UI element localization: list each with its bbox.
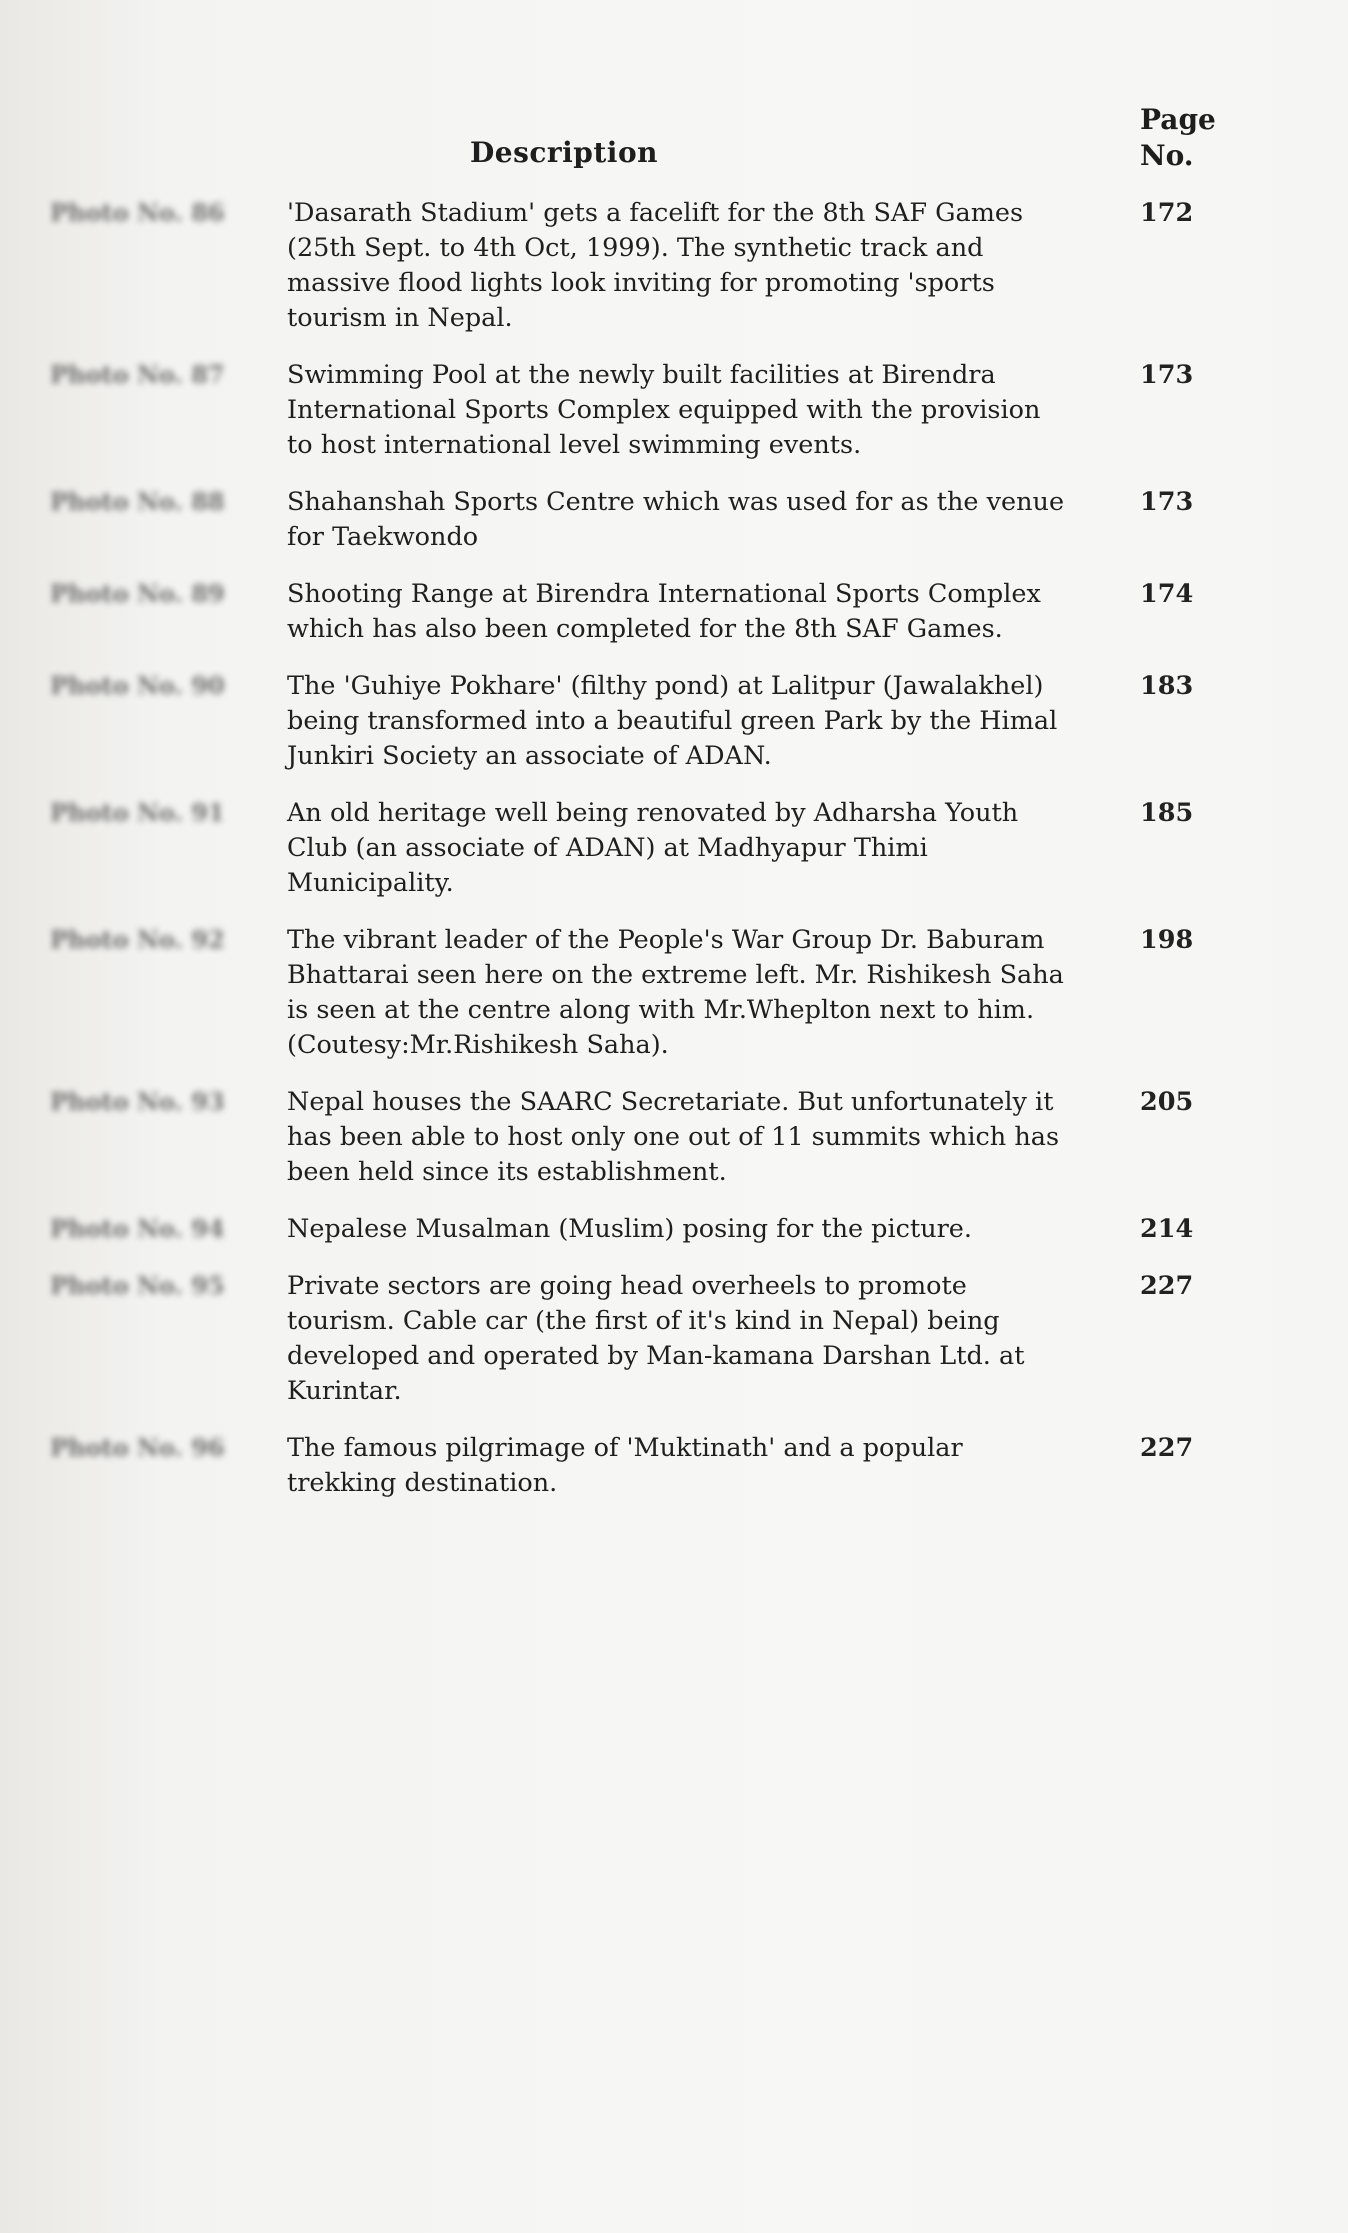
page-number: 174 (1140, 579, 1194, 609)
page-number: 185 (1140, 798, 1194, 828)
photo-number-label: Photo No. 93 (50, 1087, 225, 1116)
list-item (0, 1431, 1348, 1501)
list-item (0, 196, 1348, 336)
photo-number-label: Photo No. 88 (50, 487, 225, 516)
list-item (0, 796, 1348, 901)
photo-description: Shooting Range at Birendra International Sports Complex which has also been completed for the 8th SAF Games. (287, 579, 1041, 644)
photo-number-label: Photo No. 92 (50, 925, 225, 954)
page-number-column-header (1140, 102, 1220, 174)
list-item (0, 923, 1348, 1063)
page-number: 172 (1140, 198, 1194, 228)
page-number: 173 (1140, 360, 1194, 390)
photo-description: The vibrant leader of the People's War Group Dr. Baburam Bhattarai seen here on the extreme left. Mr. Rishikesh Saha is seen at the centre along with Mr.Wheplton next to him. (Coutesy:Mr.Rishikesh Saha). (287, 925, 1064, 1060)
photo-number-label: Photo No. 89 (50, 579, 225, 608)
photo-number-label: Photo No. 90 (50, 671, 225, 700)
page-header-line1: Page (1140, 103, 1216, 136)
photo-description: Swimming Pool at the newly built facilities at Birendra International Sports Complex equipped with the provision to host international level swimming events. (287, 360, 1041, 460)
list-item (0, 669, 1348, 774)
page-header-line2: No. (1140, 139, 1194, 172)
page-number: 227 (1140, 1433, 1194, 1463)
photo-number-label: Photo No. 95 (50, 1271, 225, 1300)
photo-number-label: Photo No. 96 (50, 1433, 225, 1462)
photo-description: Nepal houses the SAARC Secretariate. But unfortunately it has been able to host only one out of 11 summits which has been held since its establishment. (287, 1087, 1060, 1187)
description-column-header: Description (470, 136, 658, 169)
list-item (0, 1269, 1348, 1409)
page-number: 227 (1140, 1271, 1194, 1301)
page-number: 214 (1140, 1214, 1194, 1244)
photo-description: Nepalese Musalman (Muslim) posing for the picture. (287, 1214, 973, 1244)
photo-description: An old heritage well being renovated by Adharsha Youth Club (an associate of ADAN) at Madhyapur Thimi Municipality. (287, 798, 1019, 898)
photo-description: The 'Guhiye Pokhare' (filthy pond) at Lalitpur (Jawalakhel) being transformed into a beautiful green Park by the Himal Junkiri Society an associate of ADAN. (287, 671, 1058, 771)
photo-number-label: Photo No. 87 (50, 360, 225, 389)
photo-number-label: Photo No. 91 (50, 798, 225, 827)
photo-number-label: Photo No. 86 (50, 198, 225, 227)
page-number: 198 (1140, 925, 1194, 955)
list-item (0, 485, 1348, 555)
photo-description: The famous pilgrimage of 'Muktinath' and a popular trekking destination. (287, 1433, 963, 1498)
photo-list (0, 196, 1348, 1523)
list-item (0, 577, 1348, 647)
photo-number-label: Photo No. 94 (50, 1214, 225, 1243)
list-item (0, 1212, 1348, 1247)
list-item (0, 1085, 1348, 1190)
page-number: 173 (1140, 487, 1194, 517)
photo-description: 'Dasarath Stadium' gets a facelift for the 8th SAF Games (25th Sept. to 4th Oct, 1999). The synthetic track and massive flood lights look inviting for promoting 'sports tourism in Nepal. (287, 198, 1024, 333)
page-number: 205 (1140, 1087, 1194, 1117)
page-number: 183 (1140, 671, 1194, 701)
list-item (0, 358, 1348, 463)
photo-description: Private sectors are going head overheels to promote tourism. Cable car (the first of it's kind in Nepal) being developed and operated by Man-kamana Darshan Ltd. at Kurintar. (287, 1271, 1025, 1406)
photo-description: Shahanshah Sports Centre which was used for as the venue for Taekwondo (287, 487, 1065, 552)
